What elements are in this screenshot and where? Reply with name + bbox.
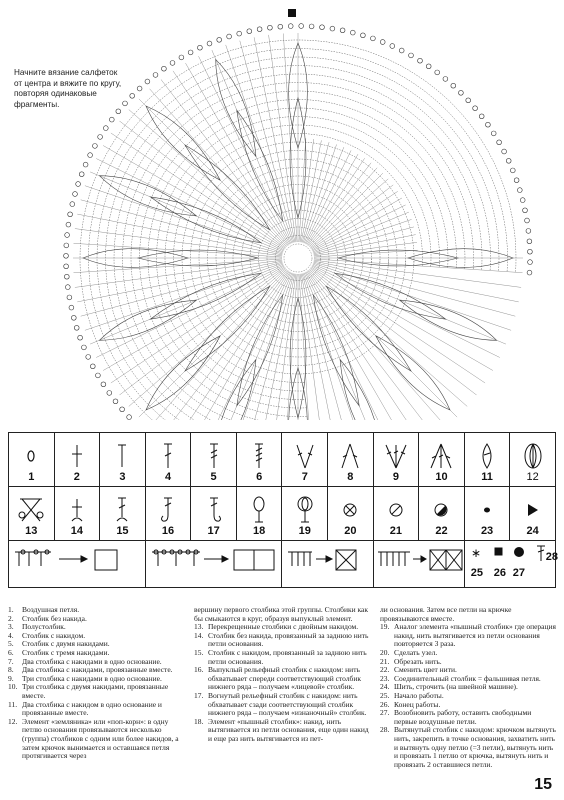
diagram-picot [83,162,88,167]
note-item [194,632,370,649]
diagram-picot [520,198,525,203]
diagram-picot [68,212,73,217]
note-text: Два столбика с накидом в одно основание и провязанные вместе. [22,699,162,718]
diagram-picot [69,305,74,310]
diagram-spoke [314,261,519,302]
note-item [380,709,556,726]
diagram-picot [237,31,242,36]
diagram-spoke [90,172,283,252]
legend-cell-20: 20 [328,487,374,541]
legend-num-25: 25 [470,567,484,579]
legend-cell-6: 6 [236,433,282,487]
diagram-spoke [129,269,286,407]
diagram-spoke [310,269,467,407]
diagram-spoke [311,267,485,383]
diagram-picot [486,122,491,127]
diagram-picot [288,24,293,29]
note-text: Конец работы. [394,699,441,709]
diagram-picot [93,144,98,149]
diagram-spoke [212,50,292,243]
note-text: Вогнутый рельефный столбик с накидом: нить обхватывает сзади соответствующий столбик нижнего ряда – получаем «изнаночный» столбик. [208,690,367,718]
legend-cell-12: 12 [510,433,556,487]
note-text: Воздушная петля. [22,605,80,614]
note-text: Возобновить работу, оставить свободными первые воздушные петли. [394,708,532,726]
diagram-spoke [254,37,295,242]
note-number: 5. [8,639,14,649]
note-text: Выпуклый рельефный столбик с накидом: нить обхватывает спереди соответствующий столбик нижнего ряда – получаем «лицевой» столбик. [208,665,362,692]
diagram-spoke [308,163,371,246]
diagram-picot [340,28,345,33]
legend-cell-24: 24 [510,487,556,541]
legend-cell-7: 7 [282,433,328,487]
diagram-picot [502,149,507,154]
note-number: 22. [380,665,390,675]
diagram-picot [207,41,212,46]
legend-cell-25-28 [464,541,559,588]
diagram-picot [127,415,132,420]
intro-text: Начните вязание салфеток от центра и вяжите по кругу, повторяя одинаковые фрагменты. [14,68,122,109]
diagram-picot [198,45,203,50]
note-item [8,718,184,761]
diagram-picot [426,64,431,69]
note-number: 7. [8,656,14,666]
legend-cell-10: 10 [419,433,465,487]
note-text: Элемент «земляника» или «поп-корн»: в одну петлю основания провязываются несколько (группа) столбиков с одним или более накидов, а затем крючок вынимается и оставшаяся петля протягивается через [22,716,179,761]
diagram-picot [299,24,304,29]
diagram-picot [64,243,69,248]
legend-cell-17: 17 [191,487,237,541]
diagram-picot [107,391,112,396]
note-number: 6. [8,647,14,657]
diagram-picot [137,86,142,91]
legend-row-1 [9,433,556,487]
diagram-picot [479,114,484,119]
note-text: Столбик с накидом, провязанный за заднюю нить петли основания. [208,647,367,666]
diagram-picot [179,55,184,60]
note-text: Два столбика с накидами, провязанные вместе. [22,665,173,675]
diagram-picot [443,77,448,82]
diagram-picot [525,218,530,223]
diagram-picot [528,249,533,254]
legend-notes [8,606,556,769]
note-text: Столбик с тремя накидами. [22,647,110,657]
note-number: 13. [194,622,204,632]
diagram-picot [371,36,376,41]
diagram-spoke [173,71,289,245]
diagram-spoke [314,242,417,256]
diagram-picot [399,48,404,53]
diagram-picot [506,158,511,163]
diagram-spoke [150,270,288,420]
diagram-picot [514,178,519,183]
diagram-picot [130,93,135,98]
start-marker [288,9,296,17]
diagram-picot [257,27,262,32]
page-number: 15 [534,776,552,793]
diagram-spoke [173,271,289,420]
diagram-spoke [301,140,321,242]
diagram-picot [361,33,366,38]
diagram-spoke [77,214,282,255]
diagram-spoke [129,110,286,248]
legend-row-2 [9,487,556,541]
diagram-spoke [314,250,418,257]
diagram-picot [64,274,69,279]
diagram-picot [170,61,175,66]
diagram-picot [523,208,528,213]
legend-cell-2: 2 [54,433,100,487]
note-text: Столбик с накидом. [22,630,86,640]
diagram-picot [98,135,103,140]
note-number: 18. [194,716,204,726]
diagram-spoke [300,139,314,242]
diagram-picot [78,335,83,340]
note-text: Соединительный столбик = фальшивая петля. [394,673,541,683]
diagram-spoke [139,99,287,247]
diagram-picot [74,325,79,330]
legend-cell-1: 1 [9,433,55,487]
legend-cell-16: 16 [145,487,191,541]
diagram-picot [66,222,71,227]
diagram-picot [418,58,423,63]
diagram-spoke [111,267,285,383]
note-number: 14. [194,630,204,640]
diagram-picot [473,106,478,111]
diagram-picot [70,202,75,207]
diagram-picot [79,172,84,177]
diagram-spoke [313,264,506,344]
svg-text:∗: ∗ [470,546,481,560]
diagram-picot [109,117,114,122]
diagram-picot [466,98,471,103]
legend-cell-22: 22 [419,487,465,541]
diagram-spoke [312,205,405,251]
diagram-picot [528,260,533,265]
diagram-spoke [139,269,287,417]
note-number: 11. [8,699,18,709]
diagram-spoke [309,269,457,417]
diagram-spoke [311,191,398,249]
diagram-picot [527,270,532,275]
note-number: 20. [380,647,390,657]
note-text: Столбик без накида, провязанный за заднюю нить петли основания. [208,630,369,649]
diagram-spoke [111,133,285,249]
diagram-picot [71,315,76,320]
legend-cell-21: 21 [373,487,419,541]
diagram-picot [73,192,78,197]
diagram-picot [113,399,118,404]
diagram-picot [145,79,150,84]
note-number: 28. [380,725,390,735]
legend-cell-19: 19 [282,487,328,541]
note-text: Три столбика с накидами в одно основание. [22,673,162,683]
note-number: 10. [8,682,18,692]
diagram-ring [284,244,312,272]
note-text: Столбик без накида. [22,613,87,623]
legend-cell-15: 15 [100,487,146,541]
diagram-picot [188,50,193,55]
legend-cell-14: 14 [54,487,100,541]
legend-cell-23: 23 [464,487,510,541]
diagram-picot [96,373,101,378]
diagram-picot [526,229,531,234]
note-item [380,726,556,769]
legend-cell-18: 18 [236,487,282,541]
diagram-picot [65,285,70,290]
notes-continuation-12: вершину первого столбика этой группы. Столбики как бы смыкаются в круг, образуя выпуклый элемент. [194,605,368,623]
note-number: 17. [194,690,204,700]
note-text: Перекрещенные столбики с двойным накидом. [208,622,359,632]
diagram-spoke [309,270,447,420]
diagram-picot [380,40,385,45]
notes-continuation-18: ли основания. Затем все петли на крючке провязываются вместе. [380,605,512,623]
diagram-picot [409,53,414,58]
diagram-picot [390,44,395,49]
diagram-picot [86,355,91,360]
diagram-picot [88,153,93,158]
legend-cell-repeat-1 [9,541,146,588]
diagram-picot [491,131,496,136]
note-number: 26. [380,699,390,709]
legend-cell-4: 4 [145,433,191,487]
diagram-picot [320,25,325,30]
notes-column-1 [8,606,184,769]
note-number: 25. [380,690,390,700]
note-item [194,666,370,692]
note-number: 12. [8,716,18,726]
diagram-spoke [77,261,282,302]
note-text: Аналог элемента «пышный столбик» где операция накид, нить вытягивается из петли основания повторяется 3 раза. [394,622,556,649]
note-item [380,623,556,649]
legend-cell-13: 13 [9,487,55,541]
diagram-picot [497,140,502,145]
diagram-picot [103,126,108,131]
diagram-spokes [73,33,523,420]
diagram-picot [517,188,522,193]
note-number: 16. [194,665,204,675]
diagram-picot [65,233,70,238]
diagram-spoke [307,271,423,420]
note-text: Обрезать нить. [394,656,442,666]
diagram-picot [527,239,532,244]
legend-cell-repeat-2 [145,541,282,588]
diagram-picot [162,66,167,71]
note-number: 4. [8,630,14,640]
legend-num-26: 26 [493,567,507,579]
notes-column-3 [380,606,556,769]
diagram-picot [67,295,72,300]
notes-column-2 [194,606,370,769]
legend-cell-5: 5 [191,433,237,487]
legend-cell-3: 3 [100,433,146,487]
diagram-spoke [309,173,383,247]
diagram-spoke [308,271,435,420]
diagram-spoke [314,235,416,255]
note-number: 8. [8,665,14,675]
note-number: 27. [380,708,390,718]
note-number: 15. [194,647,204,657]
note-text: Начало работы. [394,690,444,700]
note-text: Элемент «пышный столбик»: накид, нить вытягивается из петли основания, еще один накид и еще раз нить вытягивается из пет- [208,716,369,743]
diagram-spoke [311,185,394,248]
diagram-picot [350,30,355,35]
diagram-picot [101,382,106,387]
legend-cell-repeat-3 [282,541,373,588]
diagram-picot [90,364,95,369]
note-item [194,649,370,666]
note-text: Сменить цвет нити. [394,665,457,675]
note-number: 2. [8,613,14,623]
legend-cell-9: 9 [373,433,419,487]
legend-cell-11: 11 [464,433,510,487]
diagram-picot [330,26,335,31]
diagram-spoke [299,138,306,242]
diagram-picot [268,25,273,30]
diagram-picot [64,253,69,258]
diagram-picot [217,37,222,42]
note-text: Полустолбик. [22,622,66,632]
note-number: 21. [380,656,390,666]
legend-row-3 [9,541,556,588]
diagram-picot [435,70,440,75]
note-text: Три столбика с двумя накидами, провязанные вместе. [22,682,169,700]
note-number: 3. [8,622,14,632]
diagram-picot [82,345,87,350]
legend-cell-8: 8 [328,433,374,487]
legend-cell-repeat-4 [373,541,464,588]
note-item [194,692,370,718]
diagram-picot [309,24,314,29]
diagram-spoke [305,150,351,243]
diagram-picot [76,182,81,187]
note-number: 24. [380,682,390,692]
note-number: 9. [8,673,14,683]
diagram-picot [451,83,456,88]
note-number: 23. [380,673,390,683]
diagram-spoke [150,89,288,246]
diagram-picot [510,168,515,173]
symbol-legend [8,432,559,588]
note-text: Сделать узел. [394,647,438,657]
legend-num-27: 27 [512,567,526,579]
note-number: 19. [380,622,390,632]
diagram-picot [153,73,158,78]
note-item [194,718,370,744]
note-item [8,683,184,700]
note-number: 1. [8,605,14,614]
note-text: Вытянутый столбик с накидом: крючком вытянуть нить, закрепить в точке основания, захватить нить и вытянуть одну петлю (=3 петли), вытянуть нить и провязать 1 петлю от крючка, вытянуть нить и провязать 2 оставшиеся петли. [394,725,556,769]
note-item [8,701,184,718]
diagram-spoke [307,158,365,245]
diagram-spoke [303,144,337,242]
note-text: Столбик с двумя накидами. [22,639,110,649]
diagram-spoke [90,264,283,344]
diagram-picot [64,264,69,269]
diagram-picot [120,407,125,412]
diagram-picot [227,34,232,39]
note-text: Два столбика с накидами в одно основание. [22,656,162,666]
diagram-picot [278,24,283,29]
diagram-picot [459,90,464,95]
legend-num-28: 28 [545,551,559,563]
diagram-picot [247,29,252,34]
note-text: Шить, строчить (на швейной машине). [394,682,518,692]
diagram-spoke [161,271,288,420]
